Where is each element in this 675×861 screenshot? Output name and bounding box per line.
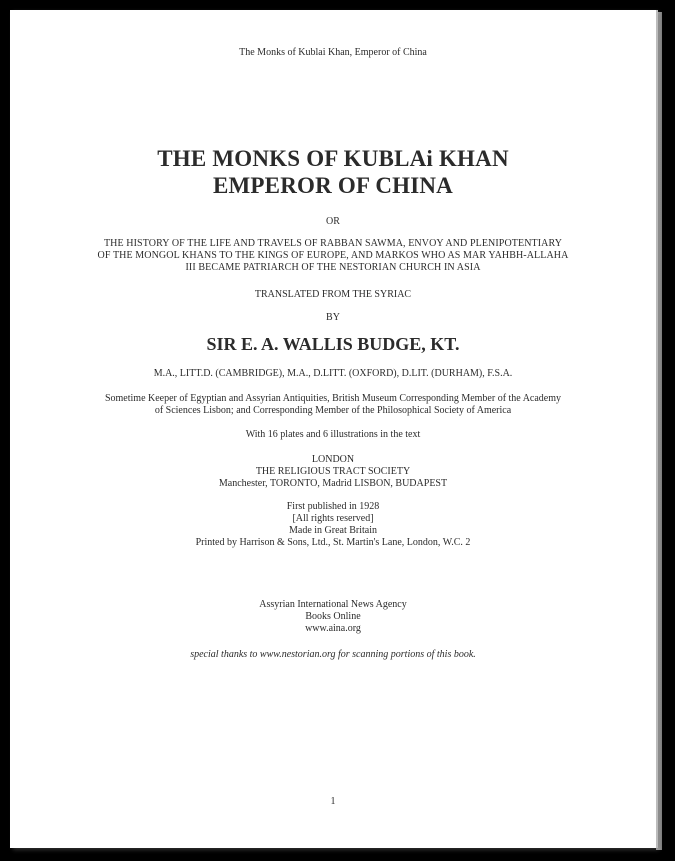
agency-line-2: Books Online <box>305 611 361 622</box>
publisher-line-1: LONDON <box>311 454 355 465</box>
positions-line-1: Sometime Keeper of Egyptian and Assyrian Antiquities, British Museum Corresponding Member of the Academy <box>104 393 562 404</box>
subtitle <box>10 238 656 274</box>
or-text: OR <box>326 216 340 227</box>
publisher-line-2: THE RELIGIOUS TRACT SOCIETY <box>255 466 411 477</box>
publisher-block <box>10 454 656 490</box>
title-line-2: EMPEROR OF CHINA <box>212 173 453 198</box>
running-header: The Monks of Kublai Khan, Emperor of China <box>239 47 427 58</box>
agency-url[interactable]: www.aina.org <box>305 623 361 634</box>
by-text: BY <box>326 312 340 323</box>
publisher-line-3: Manchester, TORONTO, Madrid LISBON, BUDAPEST <box>218 478 448 489</box>
title-line-1: THE MONKS OF KUBLAi KHAN <box>157 146 509 171</box>
agency-line-1: Assyrian International News Agency <box>259 599 407 610</box>
book-title <box>10 145 656 199</box>
author-positions <box>10 393 656 417</box>
subtitle-line-1: THE HISTORY OF THE LIFE AND TRAVELS OF RABBAN SAWMA, ENVOY AND PLENIPOTENTIARY <box>103 238 563 249</box>
pubinfo-line-1: First published in 1928 <box>286 501 380 512</box>
agency-block <box>10 599 656 635</box>
translated-text: TRANSLATED FROM THE SYRIAC <box>254 289 412 300</box>
author-degrees: M.A., LITT.D. (CAMBRIDGE), M.A., D.LITT. (OXFORD), D.LIT. (DURHAM), F.S.A. <box>153 368 513 379</box>
pubinfo-line-3: Made in Great Britain <box>288 525 378 536</box>
document-page[interactable] <box>10 10 656 848</box>
thanks-note: special thanks to www.nestorian.org for scanning portions of this book. <box>190 649 476 660</box>
positions-line-2: of Sciences Lisbon; and Corresponding Member of the Philosophical Society of America <box>154 405 512 416</box>
illustrations-note: With 16 plates and 6 illustrations in the text <box>245 429 421 440</box>
page-shadow <box>656 12 662 850</box>
pubinfo-line-2: [All rights reserved] <box>292 513 374 524</box>
pubinfo-line-4: Printed by Harrison & Sons, Ltd., St. Martin's Lane, London, W.C. 2 <box>195 537 471 548</box>
subtitle-line-2: OF THE MONGOL KHANS TO THE KINGS OF EUROPE, AND MARKOS WHO AS MAR YAHBH-ALLAHA <box>97 250 569 261</box>
publication-info <box>10 501 656 549</box>
page-number: 1 <box>330 796 336 807</box>
author-name: SIR E. A. WALLIS BUDGE, KT. <box>206 334 460 354</box>
subtitle-line-3: III BECAME PATRIARCH OF THE NESTORIAN CHURCH IN ASIA <box>185 262 481 273</box>
